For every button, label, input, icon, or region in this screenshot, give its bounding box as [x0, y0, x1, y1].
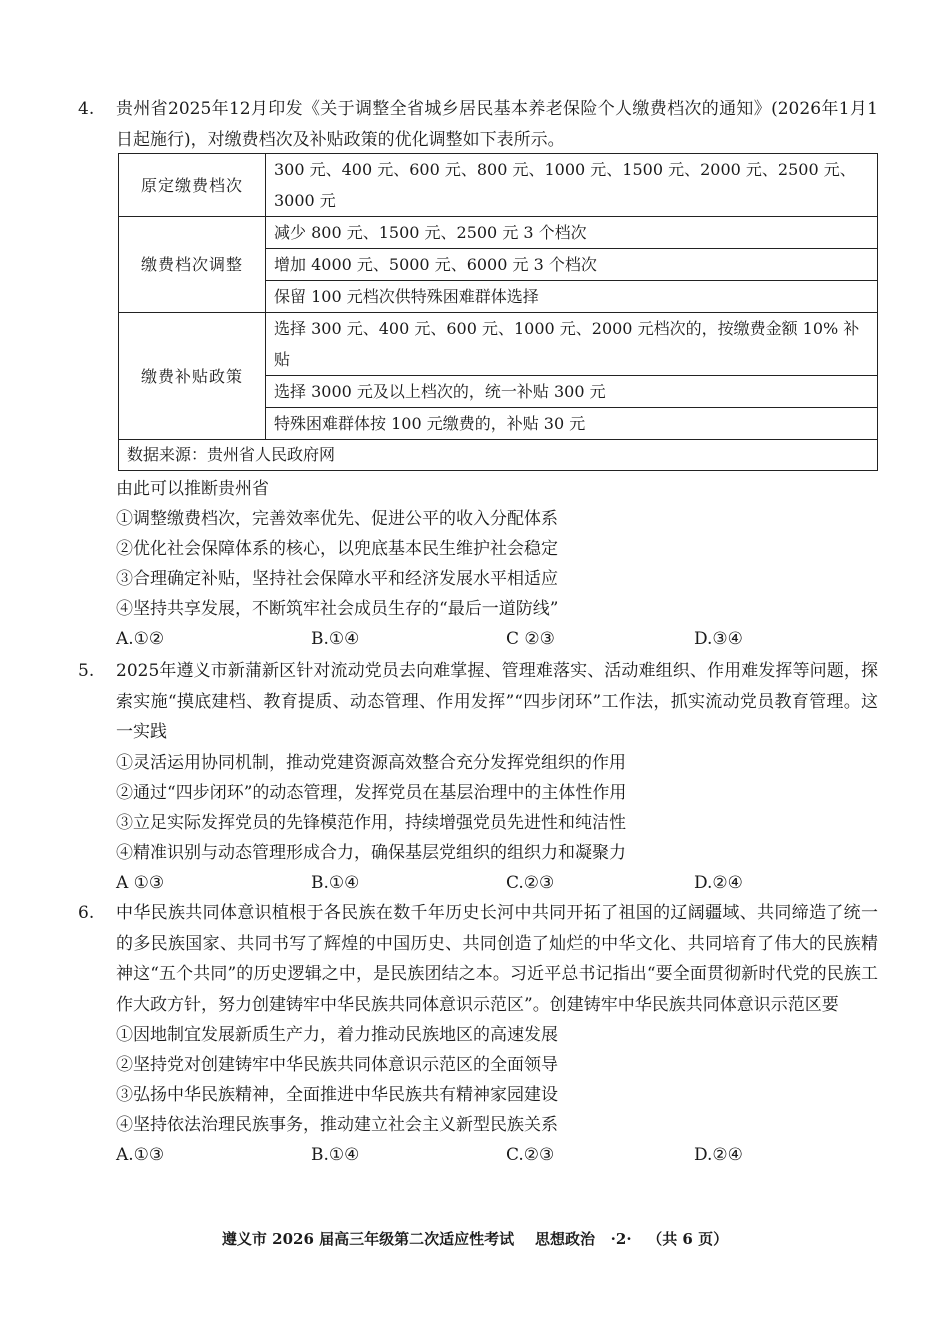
question-lead: 由此可以推断贵州省 — [116, 479, 269, 499]
table-source: 数据来源：贵州省人民政府网 — [119, 440, 878, 471]
table-category: 缴费补贴政策 — [119, 313, 266, 440]
answer-choices — [116, 868, 878, 898]
question-stem: 中华民族共同体意识植根于各民族在数千年历史长河中共同开拓了祖国的辽阔疆域、共同缔造了统一的多民族国家、共同书写了辉煌的中国历史、共同创造了灿烂的中华文化、共同培育了伟大的民族精神这“五个共同”的历史逻辑之中，是民族团结之本。习近平总书记指出“要全面贯彻新时代党的民族工作大政方针，努力创建铸牢中华民族共同体意识示范区”。创建铸牢中华民族共同体意识示范区要 — [116, 903, 878, 1015]
table-cell: 特殊困难群体按 100 元缴费的，补贴 30 元 — [266, 408, 878, 440]
table-cell: 选择 300 元、400 元、600 元、1000 元、2000 元档次的，按缴费金额 10% 补贴 — [266, 313, 878, 376]
table-cell: 选择 3000 元及以上档次的，统一补贴 300 元 — [266, 376, 878, 408]
question-4-options — [78, 474, 878, 654]
page-footer: 遵义市 2026 届高三年级第二次适应性考试 思想政治 ·2· （共 6 页） — [221, 1230, 729, 1248]
question-number: 4. — [78, 99, 95, 119]
question-4 — [78, 94, 878, 155]
choice-b: B.①④ — [311, 1145, 360, 1165]
option-3: ③合理确定补贴，坚持社会保障水平和经济发展水平相适应 — [116, 569, 558, 589]
table-category: 原定缴费档次 — [119, 154, 266, 217]
choice-c: C ②③ — [506, 629, 555, 649]
option-2: ②优化社会保障体系的核心，以兜底基本民生维护社会稳定 — [116, 539, 558, 559]
question-number: 6. — [78, 903, 95, 923]
choice-c: C.②③ — [506, 872, 555, 893]
option-2: ②通过“四步闭环”的动态管理，发挥党员在基层治理中的主体性作用 — [116, 782, 627, 803]
question-6 — [78, 898, 878, 1170]
option-3: ③弘扬中华民族精神，全面推进中华民族共有精神家园建设 — [116, 1085, 558, 1105]
option-2: ②坚持党对创建铸牢中华民族共同体意识示范区的全面领导 — [116, 1055, 558, 1075]
choice-a: A.①② — [116, 629, 165, 649]
question-stem: 2025年遵义市新蒲新区针对流动党员去向难掌握、管理难落实、活动难组织、作用难发挥等问题，探索实施“摸底建档、教育提质、动态管理、作用发挥”“四步闭环”工作法，抓实流动党员教育管理。这一实践 — [116, 661, 878, 742]
option-3: ③立足实际发挥党员的先锋模范作用，持续增强党员先进性和纯洁性 — [116, 812, 626, 833]
policy-table — [118, 153, 878, 471]
table-cell: 增加 4000 元、5000 元、6000 元 3 个档次 — [266, 249, 878, 281]
answer-choices — [116, 624, 878, 654]
choice-a: A.①③ — [116, 1145, 165, 1165]
option-1: ①因地制宜发展新质生产力，着力推动民族地区的高速发展 — [116, 1025, 558, 1045]
choice-c: C.②③ — [506, 1145, 555, 1165]
question-stem: 贵州省2025年12月印发《关于调整全省城乡居民基本养老保险个人缴费档次的通知》(2026年1月1日起施行)，对缴费档次及补贴政策的优化调整如下表所示。 — [116, 99, 878, 150]
option-1: ①灵活运用协同机制，推动党建资源高效整合充分发挥党组织的作用 — [116, 752, 626, 773]
option-4: ④坚持依法治理民族事务，推动建立社会主义新型民族关系 — [116, 1115, 558, 1135]
table-cell: 减少 800 元、1500 元、2500 元 3 个档次 — [266, 217, 878, 249]
choice-d: D.②④ — [694, 1145, 743, 1165]
table-cell: 300 元、400 元、600 元、800 元、1000 元、1500 元、2000 元、2500 元、3000 元 — [266, 154, 878, 217]
table-cell: 保留 100 元档次供特殊困难群体选择 — [266, 281, 878, 313]
question-number: 5. — [78, 661, 95, 681]
question-5 — [78, 656, 878, 898]
option-4: ④精准识别与动态管理形成合力，确保基层党组织的组织力和凝聚力 — [116, 842, 626, 863]
choice-b: B.①④ — [311, 629, 360, 649]
option-1: ①调整缴费档次，完善效率优先、促进公平的收入分配体系 — [116, 509, 558, 529]
choice-a: A ①③ — [116, 872, 165, 893]
option-4: ④坚持共享发展，不断筑牢社会成员生存的“最后一道防线” — [116, 599, 559, 619]
table-category: 缴费档次调整 — [119, 217, 266, 313]
choice-b: B.①④ — [311, 872, 360, 893]
choice-d: D.③④ — [694, 629, 743, 649]
choice-d: D.②④ — [694, 872, 743, 893]
answer-choices — [116, 1140, 878, 1170]
